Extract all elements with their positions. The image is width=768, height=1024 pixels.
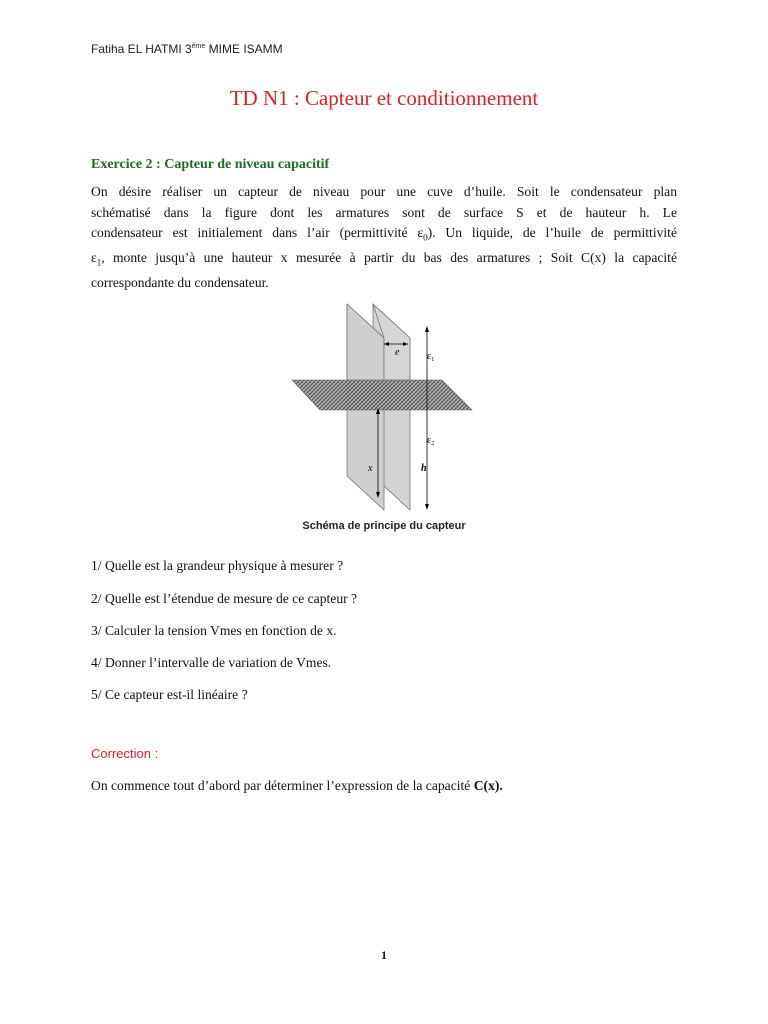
paragraph-line: correspondante du condensateur. <box>91 275 269 291</box>
label-eps2: $\varepsilon_2$ <box>427 435 435 447</box>
question-4: 4/ Donner l’intervalle de variation de Vmes. <box>91 655 332 670</box>
question-3: 3/ Calculer la tension Vmes en fonction de x. <box>91 623 337 638</box>
header-author: Fatiha EL HATMI 3 <box>91 42 192 56</box>
page-number: 1 <box>381 948 387 962</box>
correction-sentence: On commence tout d’abord par déterminer l’expression de la capacité <box>91 778 474 793</box>
figure-caption: Schéma de principe du capteur <box>302 520 466 532</box>
question-1: 1/ Quelle est la grandeur physique à mesurer ? <box>91 558 344 573</box>
correction-text <box>91 778 503 794</box>
header-superscript: ème <box>191 43 206 50</box>
label-x: x <box>368 463 373 474</box>
liquid-surface <box>292 380 472 410</box>
text-run: condensateur est initialement dans l’air (permittivité ε <box>91 225 424 240</box>
label-e: e <box>395 347 400 358</box>
paragraph-line <box>91 223 677 248</box>
label-h: h <box>421 463 427 474</box>
paragraph-line: On désire réaliser un capteur de niveau pour une cuve d’huile. Soit le condensateur plan <box>91 184 677 199</box>
exercise-paragraph <box>91 182 677 294</box>
correction-bold: C(x). <box>473 778 503 793</box>
header-program: MIME ISAMM <box>205 42 283 56</box>
exercise-heading: Exercice 2 : Capteur de niveau capacitif <box>91 157 330 172</box>
paragraph-line <box>91 248 677 273</box>
capacitor-figure <box>290 298 480 513</box>
label-eps1: $\varepsilon_1$ <box>427 351 435 363</box>
question-5: 5/ Ce capteur est-il linéaire ? <box>91 687 248 702</box>
question-2: 2/ Quelle est l’étendue de mesure de ce capteur ? <box>91 591 358 606</box>
subscript: 0 <box>423 232 428 243</box>
correction-label: Correction : <box>91 746 159 761</box>
text-run: ε <box>91 250 97 266</box>
subscript: 1 <box>96 257 102 268</box>
document-title: TD N1 : Capteur et conditionnement <box>229 86 539 110</box>
text-run: ). Un liquide, de l’huile de permittivité <box>427 225 677 240</box>
paragraph-line: schématisé dans la figure dont les armatures sont de surface S et de hauteur h. Le <box>91 204 677 220</box>
capacitor-diagram <box>290 298 480 513</box>
page-header <box>91 42 283 56</box>
text-run: , monte jusqu’à une hauteur x mesurée à partir du bas des armatures ; Soit C(x) la capacité <box>101 250 677 266</box>
